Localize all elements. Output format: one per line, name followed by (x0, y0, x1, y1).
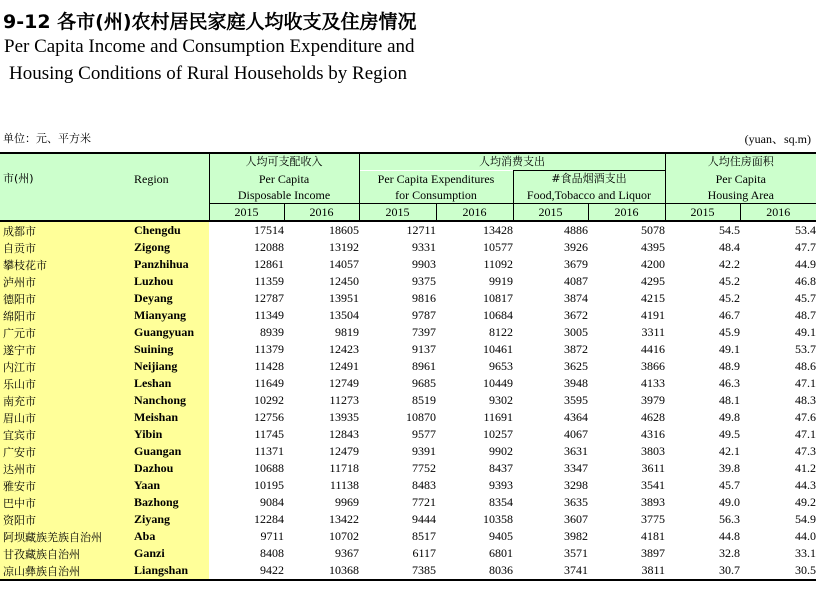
header-row-1 (0, 153, 816, 171)
cell-consumption-2015: 9444 (412, 512, 436, 526)
year-income-2016: 2016 (284, 204, 359, 222)
cell-housing-2015: 46.7 (719, 308, 740, 322)
cell-food-2016: 4416 (641, 342, 665, 356)
cell-region: Chengdu (134, 221, 209, 239)
cell-city: 乐山市 (0, 375, 134, 392)
cell-income-2015: 11649 (254, 376, 284, 390)
cell-consumption-2015: 9787 (412, 308, 436, 322)
cell-food-2015: 3741 (513, 562, 588, 580)
cell-housing-2015: 48.4 (719, 240, 740, 254)
table-row (0, 273, 816, 290)
table-title-en-line2: Housing Conditions of Rural Households by Region (9, 63, 407, 84)
year-housing-2015: 2015 (665, 204, 740, 222)
cell-food-2015: 4087 (564, 274, 588, 288)
cell-income-2015: 10688 (254, 461, 284, 475)
cell-consumption-2016: 9653 (489, 359, 513, 373)
year-spacer-city (0, 204, 134, 222)
table-row (0, 528, 816, 545)
cell-consumption-2015: 9816 (412, 291, 436, 305)
col-header-income-en1: Per Capita (209, 171, 359, 188)
col-header-income-cn: 人均可支配收入 (209, 153, 359, 171)
cell-region: Zigong (134, 239, 209, 256)
table-row (0, 477, 816, 494)
cell-consumption-2015: 9331 (412, 240, 436, 254)
cell-housing-2015: 56.3 (719, 512, 740, 526)
cell-housing-2016: 48.7 (795, 308, 816, 322)
cell-food-2015: 3948 (564, 376, 588, 390)
cell-housing-2016: 54.9 (795, 512, 816, 526)
cell-region: Guangyuan (134, 324, 209, 341)
cell-consumption-2016: 10577 (483, 240, 513, 254)
cell-food-2016: 3893 (641, 495, 665, 509)
cell-region: Ganzi (134, 545, 209, 562)
col-header-consumption-en2: for Consumption (359, 187, 513, 204)
cell-consumption-2016: 10461 (483, 342, 513, 356)
cell-income-2015: 8408 (260, 546, 284, 560)
cell-housing-2016: 33.1 (795, 546, 816, 560)
table-row (0, 239, 816, 256)
cell-consumption-2016: 10817 (483, 291, 513, 305)
cell-housing-2015: 48.1 (719, 393, 740, 407)
cell-consumption-2016: 11092 (483, 257, 513, 271)
cell-food-2016: 3803 (641, 444, 665, 458)
cell-consumption-2016: 9393 (489, 478, 513, 492)
cell-income-2016: 11273 (329, 393, 359, 407)
year-consumption-2015: 2015 (359, 204, 436, 222)
cell-housing-2016: 45.7 (795, 291, 816, 305)
cell-consumption-2016: 10358 (483, 512, 513, 526)
cell-housing-2016: 47.7 (795, 240, 816, 254)
cell-income-2015: 10292 (254, 393, 284, 407)
cell-city: 宜宾市 (0, 426, 134, 443)
cell-housing-2016: 44.3 (795, 478, 816, 492)
cell-housing-2016: 48.3 (795, 393, 816, 407)
cell-food-2016: 5078 (641, 223, 665, 237)
cell-food-2015: 3926 (564, 240, 588, 254)
col-header-housing-en2: Housing Area (665, 187, 816, 204)
col-header-consumption-cn: 人均消费支出 (359, 153, 665, 171)
cell-housing-2015: 45.9 (719, 325, 740, 339)
cell-city: 南充市 (0, 392, 134, 409)
cell-food-2016: 3866 (641, 359, 665, 373)
cell-income-2016: 9367 (335, 546, 359, 560)
cell-region: Yaan (134, 477, 209, 494)
cell-consumption-2016: 9405 (489, 529, 513, 543)
table-row (0, 392, 816, 409)
cell-region: Aba (134, 528, 209, 545)
cell-region: Neijiang (134, 358, 209, 375)
cell-income-2016: 10368 (284, 562, 359, 580)
cell-income-2015: 11371 (254, 444, 284, 458)
cell-food-2015: 3298 (564, 478, 588, 492)
cell-income-2016: 12479 (329, 444, 359, 458)
cell-food-2016: 3811 (588, 562, 665, 580)
cell-housing-2015: 49.8 (719, 410, 740, 424)
year-consumption-2016: 2016 (436, 204, 513, 222)
cell-housing-2015: 32.8 (719, 546, 740, 560)
cell-region: Guangan (134, 443, 209, 460)
cell-region: Dazhou (134, 460, 209, 477)
cell-income-2015: 11349 (254, 308, 284, 322)
cell-city: 眉山市 (0, 409, 134, 426)
cell-housing-2015: 44.8 (719, 529, 740, 543)
cell-consumption-2016: 10449 (483, 376, 513, 390)
cell-income-2016: 13935 (329, 410, 359, 424)
cell-income-2015: 10195 (254, 478, 284, 492)
cell-housing-2015: 54.5 (719, 223, 740, 237)
cell-income-2015: 11745 (254, 427, 284, 441)
cell-food-2015: 3005 (564, 325, 588, 339)
table-row (0, 307, 816, 324)
cell-food-2016: 3897 (641, 546, 665, 560)
cell-housing-2015: 45.2 (719, 274, 740, 288)
cell-housing-2016: 41.2 (795, 461, 816, 475)
cell-food-2016: 3979 (641, 393, 665, 407)
cell-income-2016: 13951 (329, 291, 359, 305)
cell-income-2016: 11138 (329, 478, 359, 492)
table-row (0, 358, 816, 375)
table-title-cn: 9-12 各市(州)农村居民家庭人均收支及住房情况 (3, 11, 417, 33)
cell-income-2016: 13192 (329, 240, 359, 254)
col-header-income-en2: Disposable Income (209, 187, 359, 204)
cell-housing-2015: 48.9 (719, 359, 740, 373)
table-row (0, 562, 816, 580)
table-row (0, 221, 816, 239)
cell-food-2016: 4200 (641, 257, 665, 271)
table-row (0, 324, 816, 341)
cell-income-2016: 12749 (329, 376, 359, 390)
cell-consumption-2016: 9919 (489, 274, 513, 288)
year-header-row (0, 204, 816, 222)
cell-housing-2016: 49.2 (795, 495, 816, 509)
cell-income-2015: 9422 (209, 562, 284, 580)
cell-consumption-2016: 8036 (436, 562, 513, 580)
cell-consumption-2015: 8517 (412, 529, 436, 543)
cell-consumption-2015: 12711 (406, 223, 436, 237)
cell-consumption-2016: 8437 (489, 461, 513, 475)
cell-consumption-2015: 9903 (412, 257, 436, 271)
cell-consumption-2015: 9577 (412, 427, 436, 441)
cell-region: Suining (134, 341, 209, 358)
table-row (0, 409, 816, 426)
cell-housing-2015: 46.3 (719, 376, 740, 390)
cell-consumption-2015: 8961 (412, 359, 436, 373)
cell-region: Mianyang (134, 307, 209, 324)
cell-income-2016: 12491 (329, 359, 359, 373)
cell-income-2015: 12861 (254, 257, 284, 271)
cell-city: 资阳市 (0, 511, 134, 528)
cell-housing-2016: 44.0 (795, 529, 816, 543)
cell-income-2016: 9969 (335, 495, 359, 509)
cell-housing-2016: 53.7 (795, 342, 816, 356)
cell-income-2016: 12843 (329, 427, 359, 441)
cell-city: 自贡市 (0, 239, 134, 256)
cell-region: Liangshan (134, 562, 209, 580)
col-header-region: Region (134, 153, 209, 204)
cell-income-2015: 17514 (254, 223, 284, 237)
cell-food-2015: 3635 (564, 495, 588, 509)
cell-housing-2016: 48.6 (795, 359, 816, 373)
cell-income-2016: 9819 (335, 325, 359, 339)
table-row (0, 443, 816, 460)
cell-food-2015: 3631 (564, 444, 588, 458)
cell-consumption-2015: 9685 (412, 376, 436, 390)
cell-housing-2016: 53.4 (795, 223, 816, 237)
cell-region: Panzhihua (134, 256, 209, 273)
col-header-food-en: Food,Tobacco and Liquor (513, 187, 665, 204)
cell-income-2015: 11428 (254, 359, 284, 373)
cell-food-2015: 3571 (564, 546, 588, 560)
cell-food-2015: 4364 (564, 410, 588, 424)
year-housing-2016: 2016 (740, 204, 816, 222)
table-body (0, 221, 816, 580)
cell-consumption-2015: 6117 (412, 546, 436, 560)
cell-housing-2015: 49.0 (719, 495, 740, 509)
cell-region: Ziyang (134, 511, 209, 528)
cell-food-2015: 3347 (564, 461, 588, 475)
table-row (0, 375, 816, 392)
cell-food-2016: 4295 (641, 274, 665, 288)
col-header-housing-cn: 人均住房面积 (665, 153, 816, 171)
cell-city: 绵阳市 (0, 307, 134, 324)
cell-food-2015: 3607 (564, 512, 588, 526)
table-title-en-line1: Per Capita Income and Consumption Expenditure and (4, 36, 415, 57)
col-header-city: 市(州) (0, 153, 134, 204)
year-food-2016: 2016 (588, 204, 665, 222)
cell-consumption-2016: 11691 (483, 410, 513, 424)
cell-food-2016: 3311 (641, 325, 665, 339)
table-row (0, 494, 816, 511)
cell-income-2015: 12088 (254, 240, 284, 254)
cell-consumption-2016: 8354 (489, 495, 513, 509)
cell-consumption-2015: 8519 (412, 393, 436, 407)
cell-food-2016: 3541 (641, 478, 665, 492)
cell-housing-2015: 42.1 (719, 444, 740, 458)
cell-consumption-2016: 6801 (489, 546, 513, 560)
cell-city: 巴中市 (0, 494, 134, 511)
cell-city: 成都市 (0, 221, 134, 239)
cell-income-2016: 13422 (329, 512, 359, 526)
cell-city: 攀枝花市 (0, 256, 134, 273)
col-header-food-cn: #食品烟酒支出 (513, 171, 665, 188)
cell-housing-2015: 45.7 (719, 478, 740, 492)
year-income-2015: 2015 (209, 204, 284, 222)
cell-city: 泸州市 (0, 273, 134, 290)
cell-food-2015: 3625 (564, 359, 588, 373)
cell-city: 广安市 (0, 443, 134, 460)
table-row (0, 545, 816, 562)
cell-food-2015: 4067 (564, 427, 588, 441)
cell-food-2016: 4395 (641, 240, 665, 254)
cell-food-2015: 3874 (564, 291, 588, 305)
cell-city: 阿坝藏族羌族自治州 (0, 528, 134, 545)
cell-food-2016: 4215 (641, 291, 665, 305)
cell-region: Meishan (134, 409, 209, 426)
cell-region: Leshan (134, 375, 209, 392)
col-header-consumption-en1: Per Capita Expenditures (359, 171, 513, 188)
col-header-housing-en1: Per Capita (665, 171, 816, 188)
cell-food-2015: 3679 (564, 257, 588, 271)
cell-city: 达州市 (0, 460, 134, 477)
cell-city: 甘孜藏族自治州 (0, 545, 134, 562)
cell-income-2016: 10702 (329, 529, 359, 543)
table-row (0, 426, 816, 443)
cell-food-2016: 3775 (641, 512, 665, 526)
table-row (0, 256, 816, 273)
cell-region: Bazhong (134, 494, 209, 511)
cell-income-2015: 12756 (254, 410, 284, 424)
cell-food-2015: 3595 (564, 393, 588, 407)
cell-housing-2016: 30.5 (740, 562, 816, 580)
cell-income-2016: 18605 (329, 223, 359, 237)
cell-region: Deyang (134, 290, 209, 307)
cell-consumption-2016: 9302 (489, 393, 513, 407)
cell-food-2016: 3611 (641, 461, 665, 475)
cell-consumption-2016: 10684 (483, 308, 513, 322)
table-row (0, 511, 816, 528)
cell-income-2015: 8939 (260, 325, 284, 339)
cell-food-2015: 3672 (564, 308, 588, 322)
cell-consumption-2016: 10257 (483, 427, 513, 441)
cell-income-2015: 12787 (254, 291, 284, 305)
cell-housing-2015: 30.7 (665, 562, 740, 580)
cell-food-2016: 4181 (641, 529, 665, 543)
table-row (0, 460, 816, 477)
cell-region: Nanchong (134, 392, 209, 409)
cell-food-2016: 4133 (641, 376, 665, 390)
cell-income-2015: 9711 (260, 529, 284, 543)
cell-consumption-2015: 9391 (412, 444, 436, 458)
cell-housing-2016: 47.3 (795, 444, 816, 458)
cell-income-2016: 12423 (329, 342, 359, 356)
cell-income-2016: 13504 (329, 308, 359, 322)
unit-label-cn: 单位：元、平方米 (3, 132, 91, 145)
cell-region: Luzhou (134, 273, 209, 290)
cell-food-2016: 4316 (641, 427, 665, 441)
cell-consumption-2015: 8483 (412, 478, 436, 492)
cell-housing-2015: 49.5 (719, 427, 740, 441)
table-row (0, 341, 816, 358)
cell-housing-2016: 44.9 (795, 257, 816, 271)
cell-income-2015: 11359 (254, 274, 284, 288)
cell-food-2016: 4628 (641, 410, 665, 424)
year-spacer-region (134, 204, 209, 222)
year-food-2015: 2015 (513, 204, 588, 222)
cell-city: 广元市 (0, 324, 134, 341)
cell-food-2015: 4886 (564, 223, 588, 237)
cell-consumption-2015: 9137 (412, 342, 436, 356)
cell-consumption-2015: 10870 (406, 410, 436, 424)
cell-housing-2016: 46.8 (795, 274, 816, 288)
cell-consumption-2015: 7397 (412, 325, 436, 339)
cell-consumption-2016: 8122 (489, 325, 513, 339)
cell-housing-2015: 45.2 (719, 291, 740, 305)
cell-consumption-2015: 9375 (412, 274, 436, 288)
cell-city: 雅安市 (0, 477, 134, 494)
cell-income-2015: 9084 (260, 495, 284, 509)
cell-city: 遂宁市 (0, 341, 134, 358)
cell-housing-2015: 49.1 (719, 342, 740, 356)
cell-housing-2016: 47.1 (795, 427, 816, 441)
cell-city: 德阳市 (0, 290, 134, 307)
cell-income-2016: 11718 (329, 461, 359, 475)
cell-consumption-2015: 7385 (359, 562, 436, 580)
cell-food-2015: 3872 (564, 342, 588, 356)
table-row (0, 290, 816, 307)
cell-consumption-2016: 13428 (483, 223, 513, 237)
cell-housing-2015: 42.2 (719, 257, 740, 271)
unit-label-en: (yuan、sq.m) (744, 132, 811, 146)
cell-income-2016: 14057 (329, 257, 359, 271)
cell-city: 凉山彝族自治州 (0, 562, 134, 580)
cell-city: 内江市 (0, 358, 134, 375)
cell-consumption-2015: 7752 (412, 461, 436, 475)
cell-housing-2016: 49.1 (795, 325, 816, 339)
cell-income-2016: 12450 (329, 274, 359, 288)
cell-income-2015: 11379 (254, 342, 284, 356)
cell-food-2016: 4191 (641, 308, 665, 322)
cell-income-2015: 12284 (254, 512, 284, 526)
cell-consumption-2015: 7721 (412, 495, 436, 509)
cell-housing-2016: 47.1 (795, 376, 816, 390)
cell-region: Yibin (134, 426, 209, 443)
cell-food-2015: 3982 (564, 529, 588, 543)
cell-housing-2015: 39.8 (719, 461, 740, 475)
cell-consumption-2016: 9902 (489, 444, 513, 458)
cell-housing-2016: 47.6 (795, 410, 816, 424)
data-table (0, 152, 816, 581)
